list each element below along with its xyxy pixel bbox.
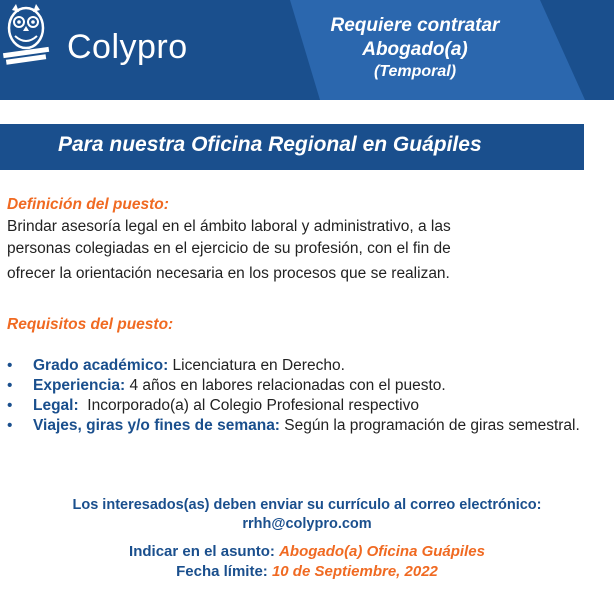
requirements-title: Requisitos del puesto:: [7, 316, 174, 333]
requirement-value: Licenciatura en Derecho.: [168, 357, 345, 374]
bullet-icon: •: [7, 417, 13, 434]
application-instructions: [0, 496, 614, 582]
office-banner: [0, 124, 584, 170]
requirement-value: Incorporado(a) al Colegio Profesional respectivo: [78, 397, 419, 414]
list-item: [7, 376, 585, 396]
contact-email[interactable]: rrhh@colypro.com: [242, 516, 372, 532]
requirement-key: Viajes, giras y/o fines de semana:: [33, 417, 280, 434]
subject-label: Indicar en el asunto:: [129, 543, 280, 560]
hire-notice: [270, 14, 560, 82]
hire-line-3: (Temporal): [373, 63, 457, 80]
list-item: [7, 396, 585, 416]
requirements-list: [7, 356, 585, 436]
requirement-key: Legal:: [33, 397, 79, 414]
subject-value: Abogado(a) Oficina Guápiles: [279, 543, 485, 560]
deadline-value: 10 de Septiembre, 2022: [271, 563, 438, 580]
bullet-icon: •: [7, 357, 13, 374]
requirement-value: 4 años en labores relacionadas con el puesto.: [125, 377, 446, 394]
header: [0, 0, 614, 100]
hire-line-2: Abogado(a): [362, 39, 468, 60]
owl-on-books-icon: [0, 0, 52, 66]
list-item: [7, 356, 585, 376]
bullet-icon: •: [7, 377, 13, 394]
office-banner-text: Para nuestra Oficina Regional en Guápiles: [58, 133, 482, 156]
definition-text: [7, 216, 585, 285]
definition-line-1: Brindar asesoría legal en el ámbito laboral y administrativo, a las: [7, 218, 451, 235]
list-item: [7, 416, 585, 436]
definition-line-3: ofrecer la orientación necesaria en los procesos que se realizan.: [7, 265, 450, 282]
deadline-line: [0, 562, 614, 582]
requirement-key: Experiencia:: [33, 377, 126, 394]
requirement-value: Según la programación de giras semestral.: [279, 417, 580, 434]
definition-line-2: personas colegiadas en el ejercicio de su profesión, con el fin de: [7, 240, 451, 257]
logo-text: Colypro: [67, 28, 188, 66]
definition-section: [7, 196, 585, 285]
instructions-line: Los interesados(as) deben enviar su currículo al correo electrónico:: [72, 497, 542, 513]
subject-line: [0, 542, 614, 562]
hire-line-1: Requiere contratar: [330, 15, 500, 36]
requirement-key: Grado académico:: [33, 357, 169, 374]
deadline-label: Fecha límite:: [176, 563, 272, 580]
definition-title: Definición del puesto:: [7, 196, 169, 213]
bullet-icon: •: [7, 397, 13, 414]
